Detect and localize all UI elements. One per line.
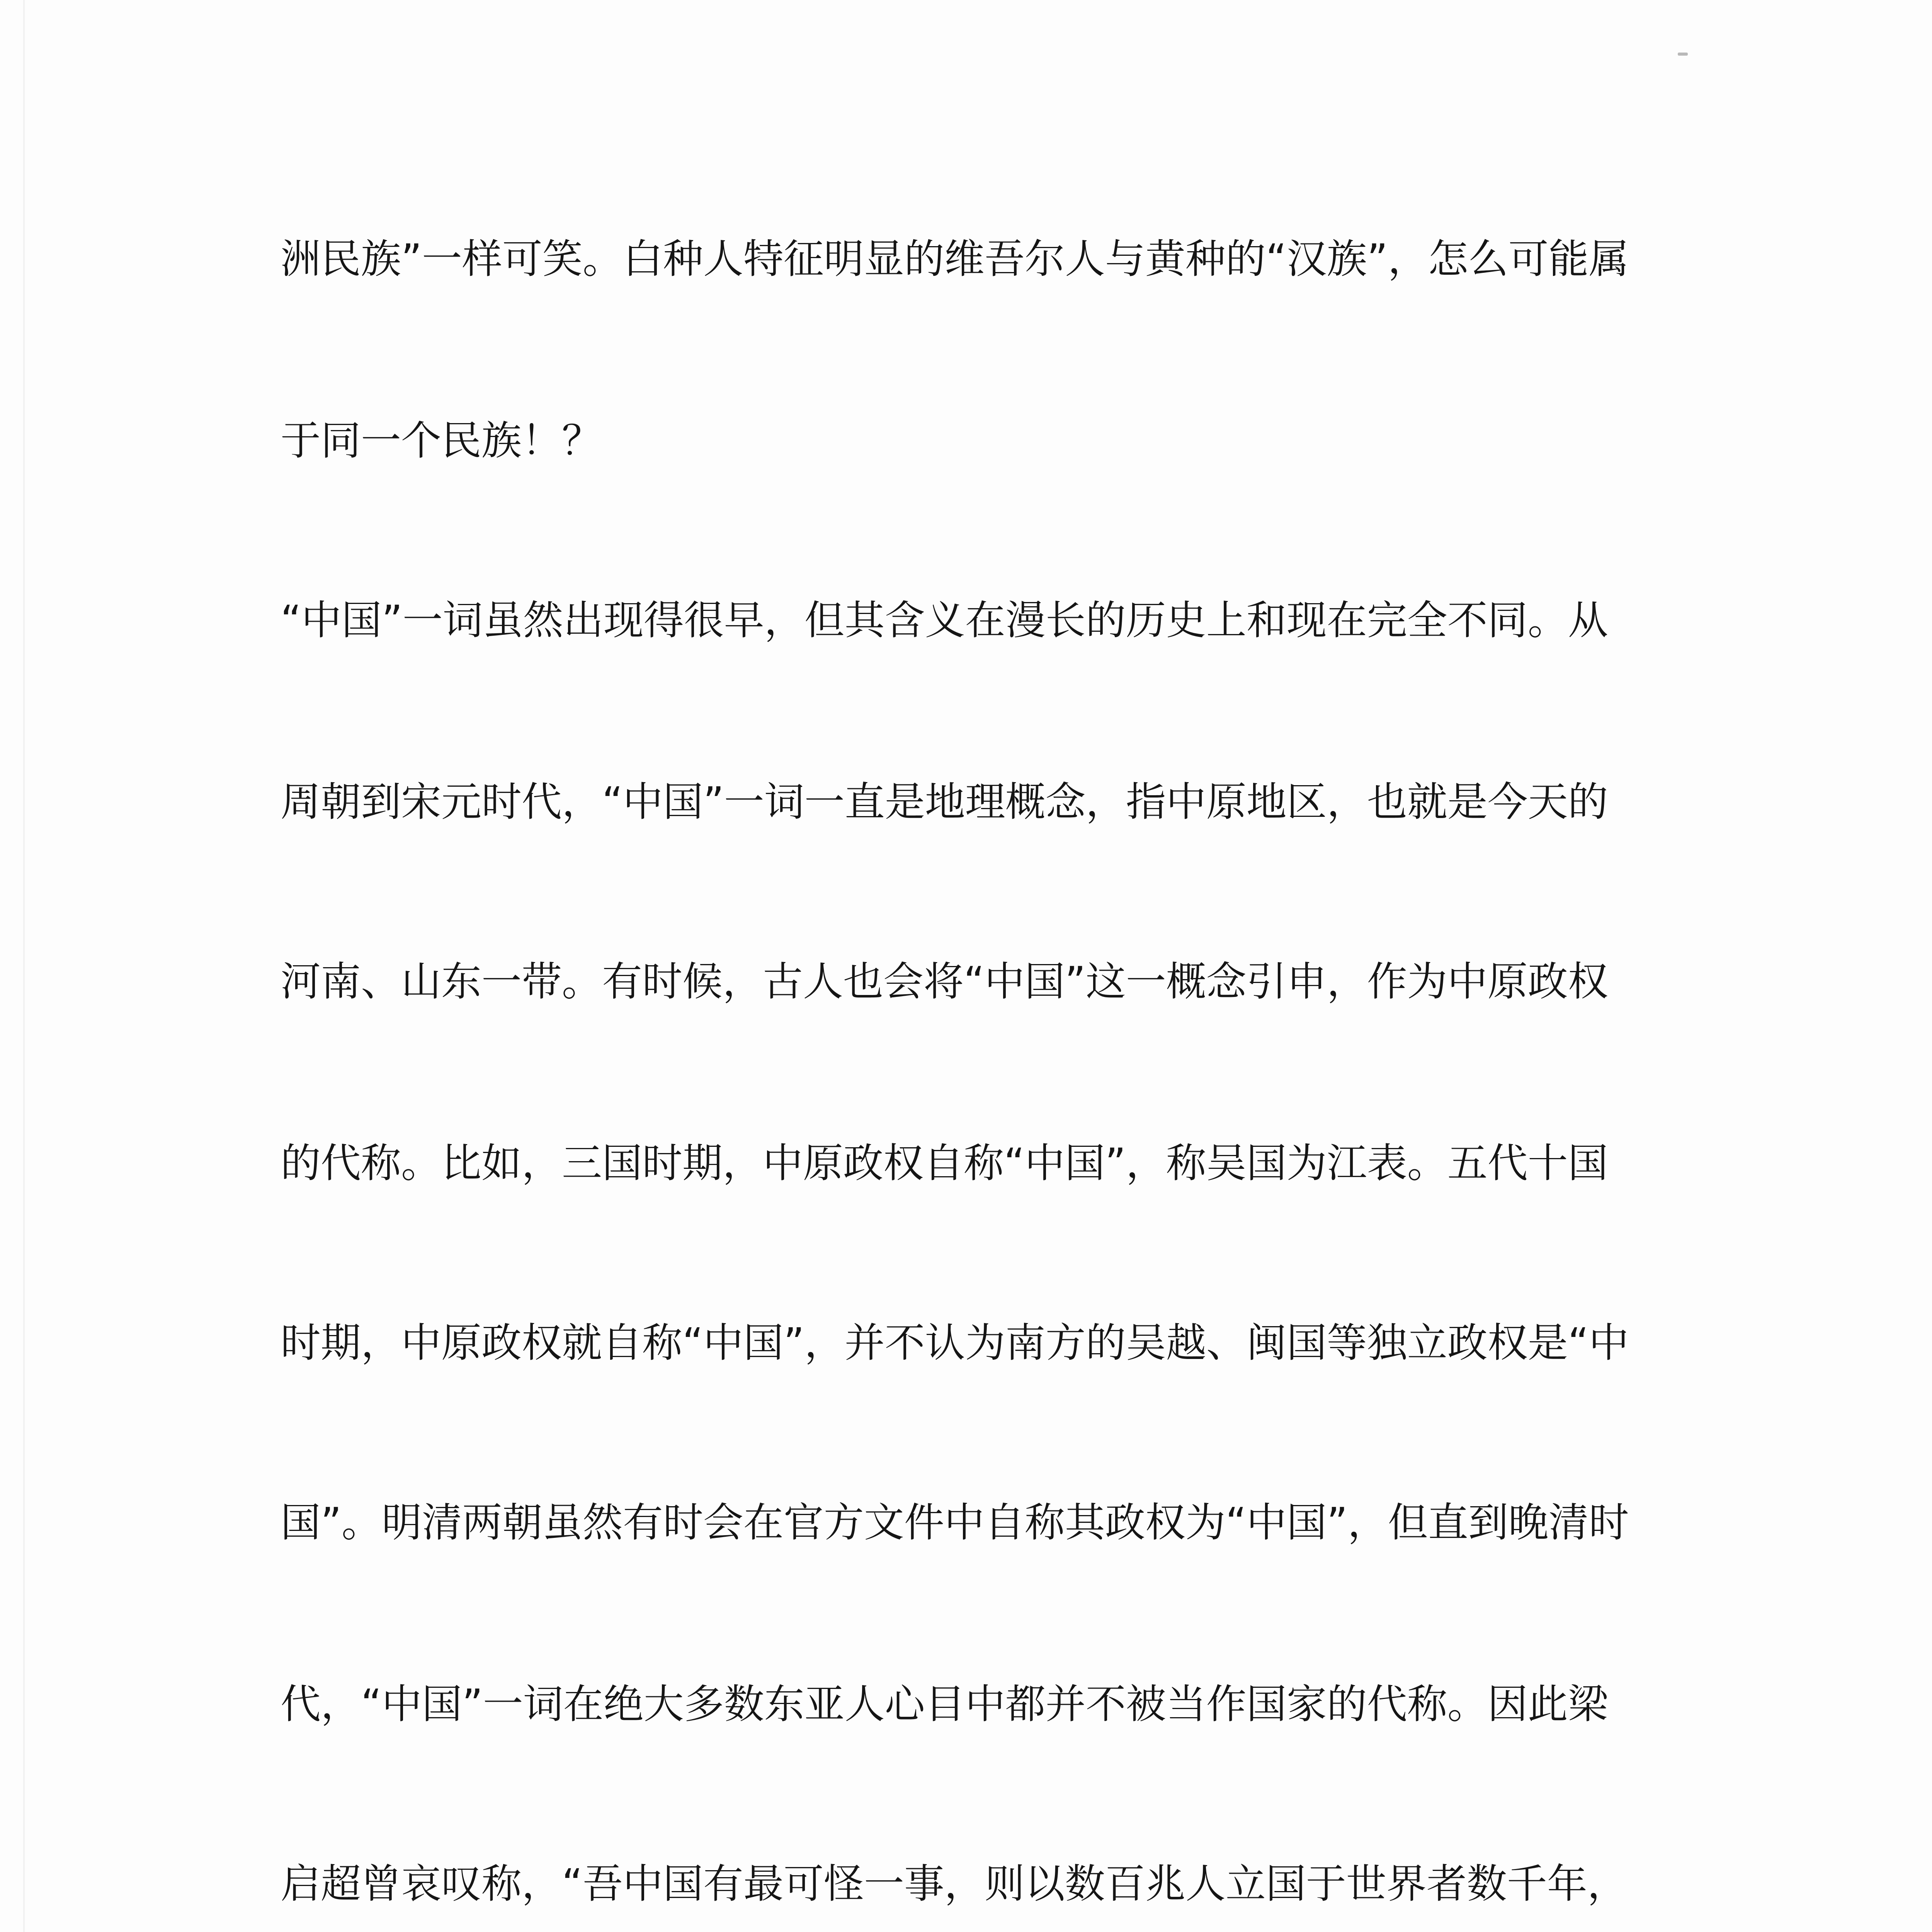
text-line-5: 河南、山东一带。有时候，古人也会将“中国”这一概念引申，作为中原政权 bbox=[281, 958, 1608, 1005]
text-line-4: 周朝到宋元时代，“中国”一词一直是地理概念，指中原地区，也就是今天的 bbox=[281, 778, 1608, 825]
text-line-2: 于同一个民族！？ bbox=[281, 417, 602, 464]
text-line-9: 代，“中国”一词在绝大多数东亚人心目中都并不被当作国家的代称。因此梁 bbox=[281, 1680, 1608, 1728]
text-line-3: “中国”一词虽然出现得很早，但其含义在漫长的历史上和现在完全不同。从 bbox=[281, 597, 1608, 644]
text-line-8: 国”。明清两朝虽然有时会在官方文件中自称其政权为“中国”，但直到晚清时 bbox=[281, 1499, 1629, 1546]
text-line-6: 的代称。比如，三国时期，中原政权自称“中国”，称吴国为江表。五代十国 bbox=[281, 1139, 1608, 1187]
scan-speck bbox=[1678, 53, 1688, 56]
text-line-10: 启超曾哀叹称，“吾中国有最可怪一事，则以数百兆人立国于世界者数千年， bbox=[281, 1860, 1628, 1907]
scan-edge-left bbox=[23, 0, 25, 1932]
text-line-1: 洲民族”一样可笑。白种人特征明显的维吾尔人与黄种的“汉族”，怎么可能属 bbox=[281, 235, 1629, 282]
text-line-7: 时期，中原政权就自称“中国”，并不认为南方的吴越、闽国等独立政权是“中 bbox=[281, 1319, 1629, 1366]
